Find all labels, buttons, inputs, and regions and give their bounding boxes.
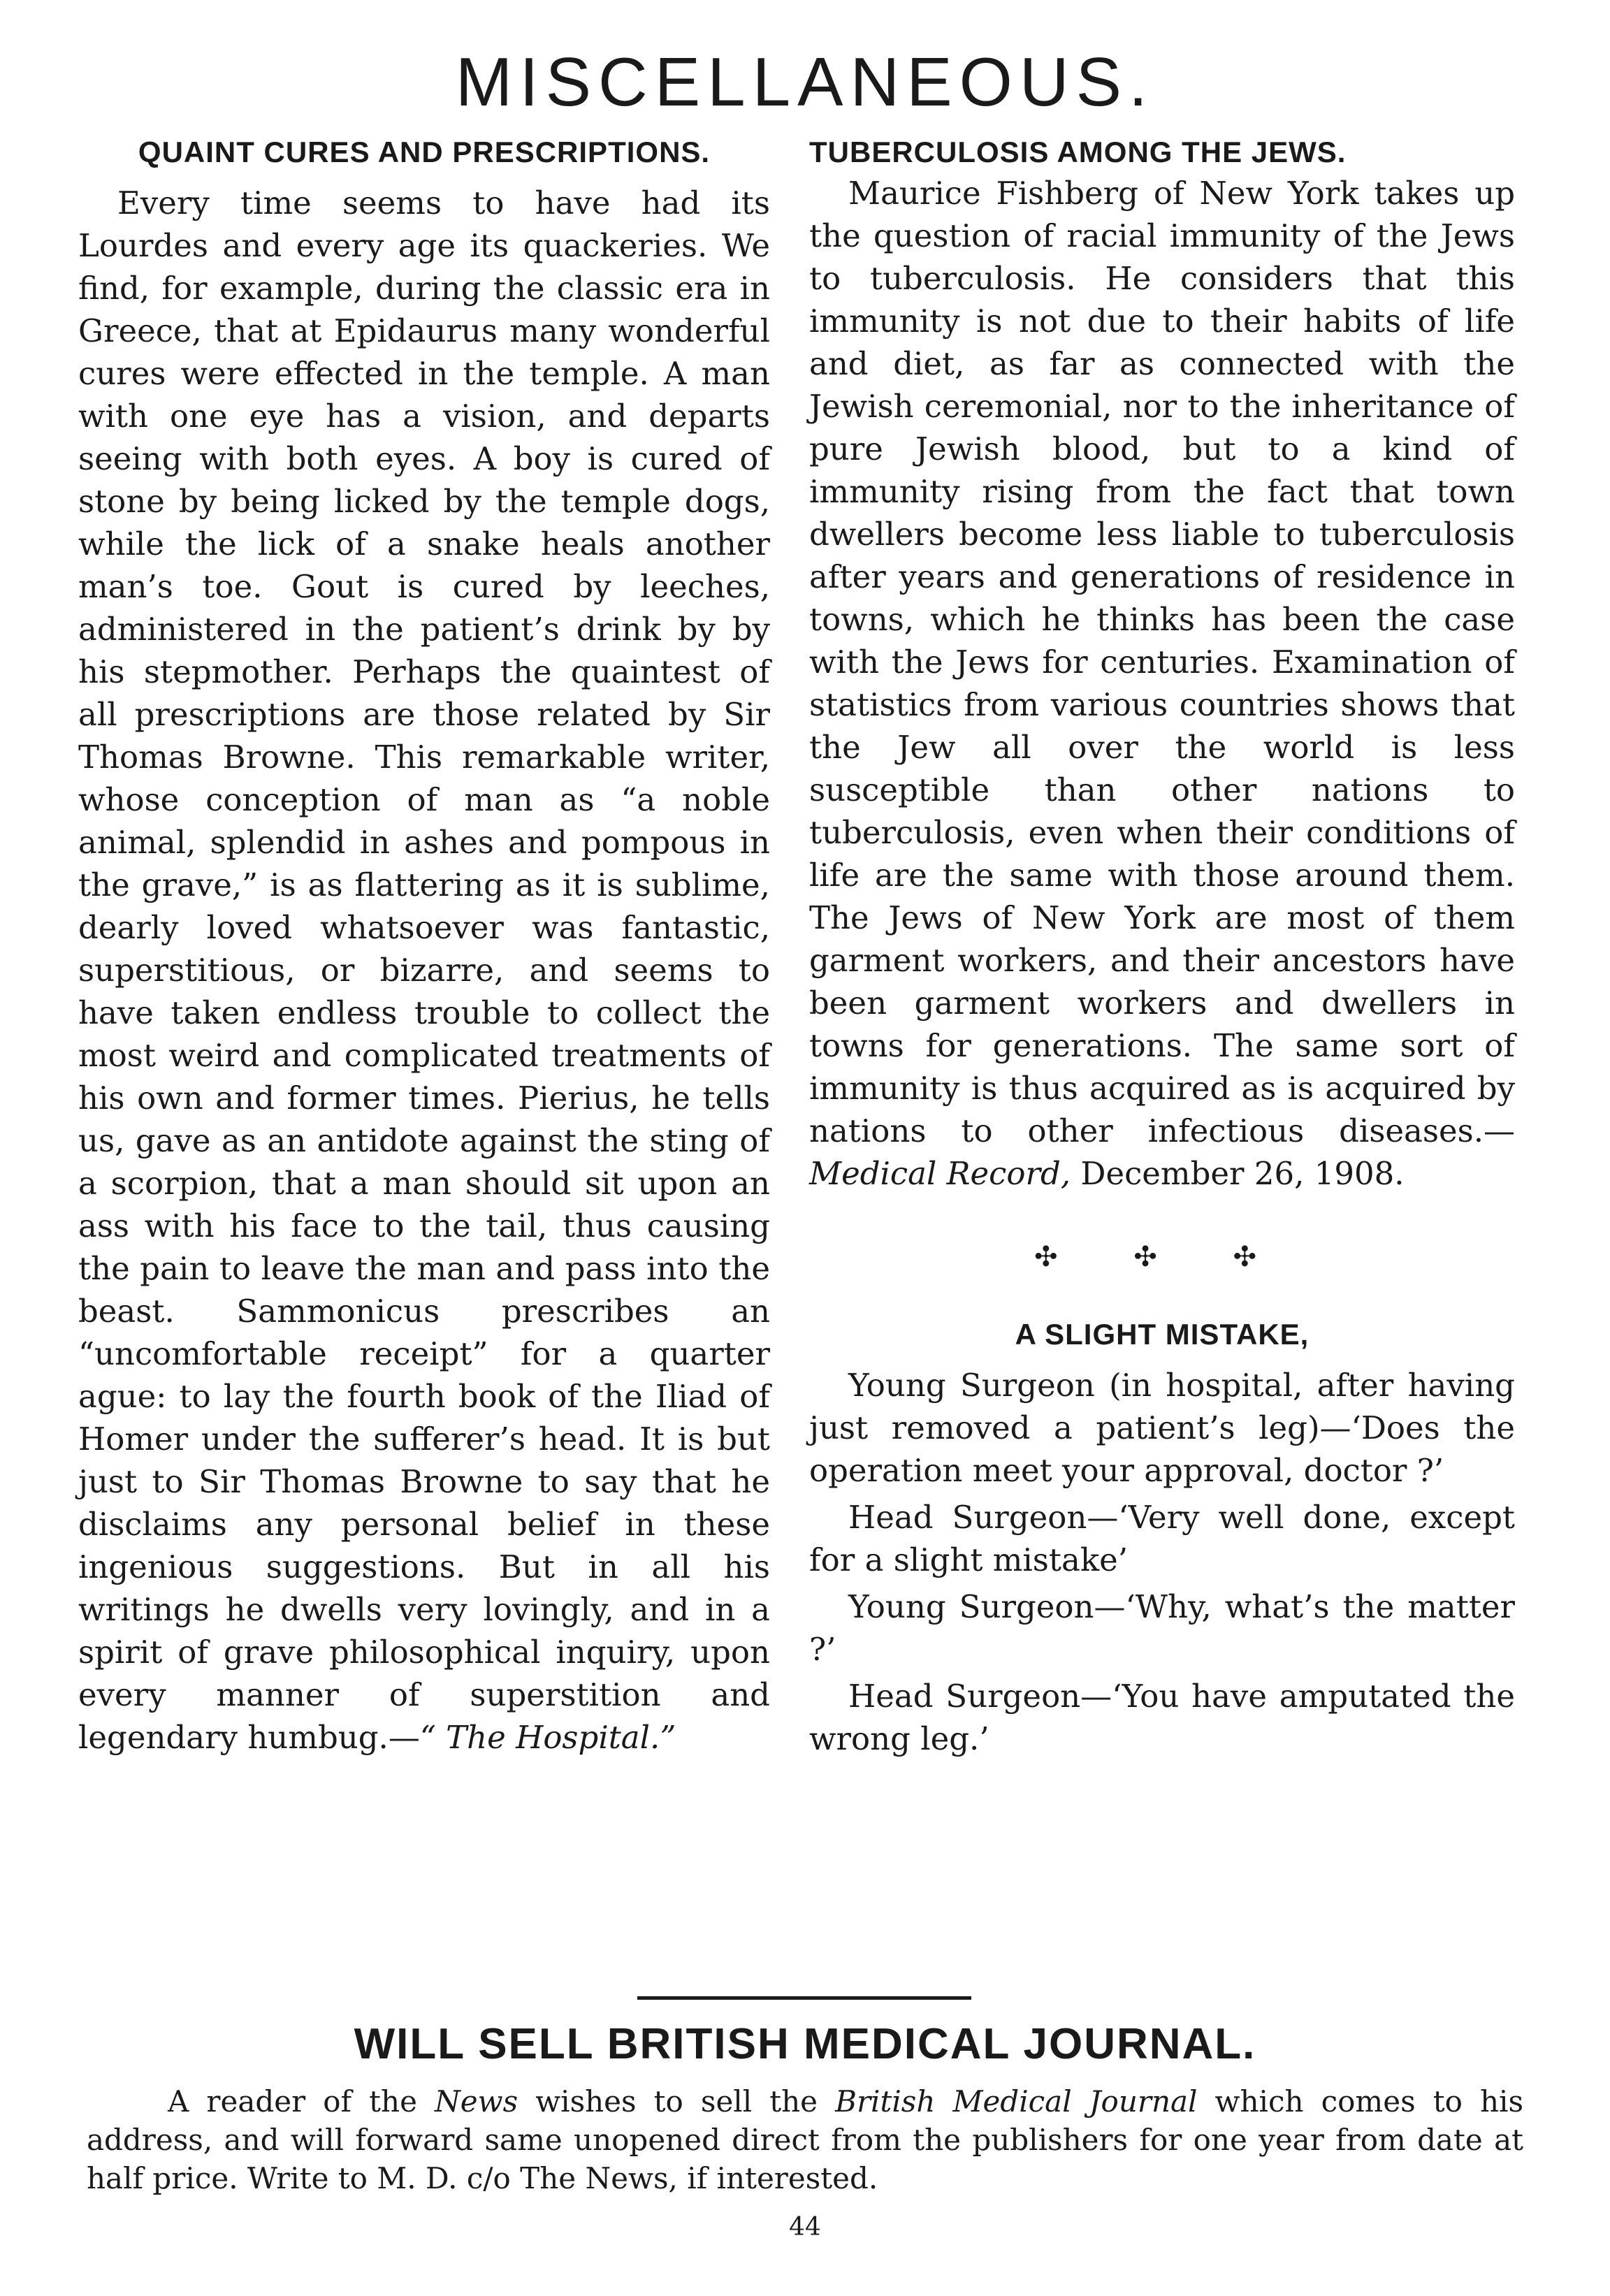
section-divider-rule — [637, 1996, 971, 2000]
right-column — [809, 133, 1515, 1764]
story-paragraph: Young Surgeon (in hospital, after having just removed a patient’s leg)—‘Does the operation meet your approval, doctor ?’ — [809, 1367, 1515, 1489]
notice-journal-title: British Medical Journal — [835, 2084, 1198, 2119]
article-heading-slight-mistake: A SLIGHT MISTAKE, — [1015, 1318, 1310, 1351]
article-citation: “ The Hospital.” — [419, 1719, 676, 1756]
notice-text: which comes to his address, and will forward same unopened direct from the publishers for one year from date at half price. Write to M. D. c/o The News, if interested. — [87, 2084, 1523, 2195]
masthead-title: MISCELLANEOUS. — [455, 43, 1155, 120]
article-heading-quaint-cures: QUAINT CURES AND PRESCRIPTIONS. — [138, 136, 711, 168]
article-body-text: Every time seems to have had its Lourdes and every age its quackeries. We find, for example, during the classic era in Greece, that at Epidaurus many wonderful cures were effected in the temple. A man with one eye has a vision, and departs seeing with both eyes. A boy is cured of stone by being licked by the temple dogs, while the lick of a snake heals another man’s toe. Gout is cured by leeches, administered in the patient’s drink by by his stepmother. Perhaps the quaintest of all prescriptions are those related by Sir Thomas Browne. This remarkable writer, whose conception of man as “a noble animal, splendid in ashes and pompous in the grave,” is as flattering as it is sublime, dearly loved whatsoever was fantastic, superstitious, or bizarre, and seems to have taken endless trouble to collect the most weird and complicated treatments of his own and former times. Pierius, he tells us, gave as an antidote against the sting of a scorpion, that a man should sit upon an ass with his face to the tail, thus causing the pain to leave the man and pass into the beast. Sammonicus prescribes an “uncomfortable receipt” for a quarter ague: to lay the fourth book of the Iliad of Homer under the sufferer’s head. It is but just to Sir Thomas Browne to say that he disclaims any personal belief in these ingenious suggestions. But in all his writings he dwells very lovingly, and in a spirit of grave philosophical inquiry, upon every manner of superstition and legendary humbug.— — [78, 184, 770, 1756]
story-paragraph: Head Surgeon—‘Very well done, except for a slight mistake’ — [809, 1499, 1515, 1578]
article-citation-date: December 26, 1908. — [1071, 1155, 1405, 1192]
article-body-quaint-cures — [78, 182, 770, 1759]
article-body-tuberculosis — [809, 172, 1515, 1195]
story-paragraph: Head Surgeon—‘You have amputated the wrong leg.’ — [809, 1678, 1515, 1757]
notice-news-title: News — [435, 2084, 518, 2119]
article-body-text: Maurice Fishberg of New York takes up the question of racial immunity of the Jews to tuberculosis. He considers that this immunity is not due to their habits of life and diet, as far as connected with the Jewish ceremonial, nor to the inheritance of pure Jewish blood, but to a kind of immunity rising from the fact that town dwellers become less liable to tuberculosis after years and generations of residence in towns, which he thinks has been the case with the Jews for centuries. Examination of statistics from various countries shows that the Jew all over the world is less susceptible than other nations to tuberculosis, even when their conditions of life are the same with those around them. The Jews of New York are most of them garment workers, and their ancestors have been garment workers and dwellers in towns for generations. The same sort of immunity is thus acquired as is acquired by nations to other infectious diseases.— — [809, 175, 1515, 1149]
notice-title: WILL SELL BRITISH MEDICAL JOURNAL. — [354, 2020, 1256, 2068]
article-heading-tuberculosis: TUBERCULOSIS AMONG THE JEWS. — [809, 136, 1347, 168]
notice-body — [87, 2082, 1523, 2197]
page-number: 44 — [789, 2213, 821, 2241]
left-column — [78, 133, 770, 1759]
section-ornament-divider: ✣ ✣ ✣ — [1034, 1241, 1290, 1273]
notice-text: A reader of the — [168, 2084, 435, 2119]
notice-text: wishes to sell the — [518, 2084, 836, 2119]
article-citation: Medical Record, — [809, 1155, 1071, 1192]
story-paragraph: Young Surgeon—‘Why, what’s the matter ?’ — [809, 1588, 1515, 1668]
